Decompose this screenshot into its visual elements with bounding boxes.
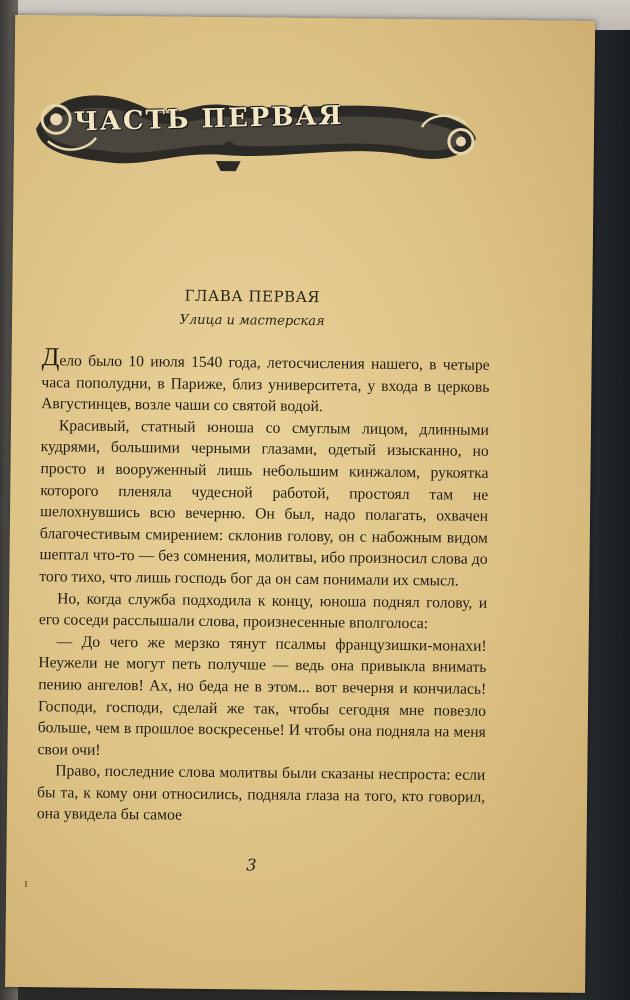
part-title: ЧАСТЬ ПЕРВАЯ [73,100,344,138]
paragraph-5: Право, последние слова молитвы были сказаны неспроста: если бы та, к кому они относились, подняла глаза на того, кто говорил, она увидела бы самое [36,762,486,825]
page-number: 3 [246,855,257,875]
drop-cap: Д [41,342,60,372]
paragraph-3: Но, когда служба подходила к концу, юноша поднял голову, и его соседи расслышали слова, произнесенные вполголоса: [38,589,488,633]
paragraph-2: Красивый, статный юноша со смуглым лицом, длинными кудрями, большими черными глазами, одетый изысканно, но просто и вооруженный лишь небольшим кинжалом, рукоятка которого пленяла чудесной работой, простоял там не шелохнувшись всю вечерню. Он был, надо полагать, охвачен благочестивым смирением: склонив голову, он с набожным видом шептал что-то — без сомнения, молитвы, ибо произносил слова до того тихо, что лишь господь бог да он сам понимали их смысл. [39,417,490,590]
chapter-subtitle: Улица и мастерская [179,312,325,330]
paragraph-4: — До чего же мерзко тянут псалмы французишки-монахи! Неужели не могут петь получше — ведь она привыкла внимать пению ангелов! Ах, но беда не в этом... вот вечерня и кончилась! Господи, господи, сделай же так, чтобы сегодня мне повезло больше, чем в прошлое воскресенье! И чтобы она подняла на меня свои очи! [37,633,487,759]
paragraph-1 [41,342,490,419]
body-text [36,342,490,830]
part-title-banner [26,79,487,184]
book-page [5,15,595,993]
chapter-title: ГЛАВА ПЕРВАЯ [184,286,321,307]
margin-mark: ᵻ [24,877,28,891]
paragraph-1-text: ело было 10 июля 1540 года, летосчисления нашего, в четыре часа пополудни, в Париже, близ университета, у входа в церковь Августинцев, возле чаши со святой водой. [41,352,490,416]
